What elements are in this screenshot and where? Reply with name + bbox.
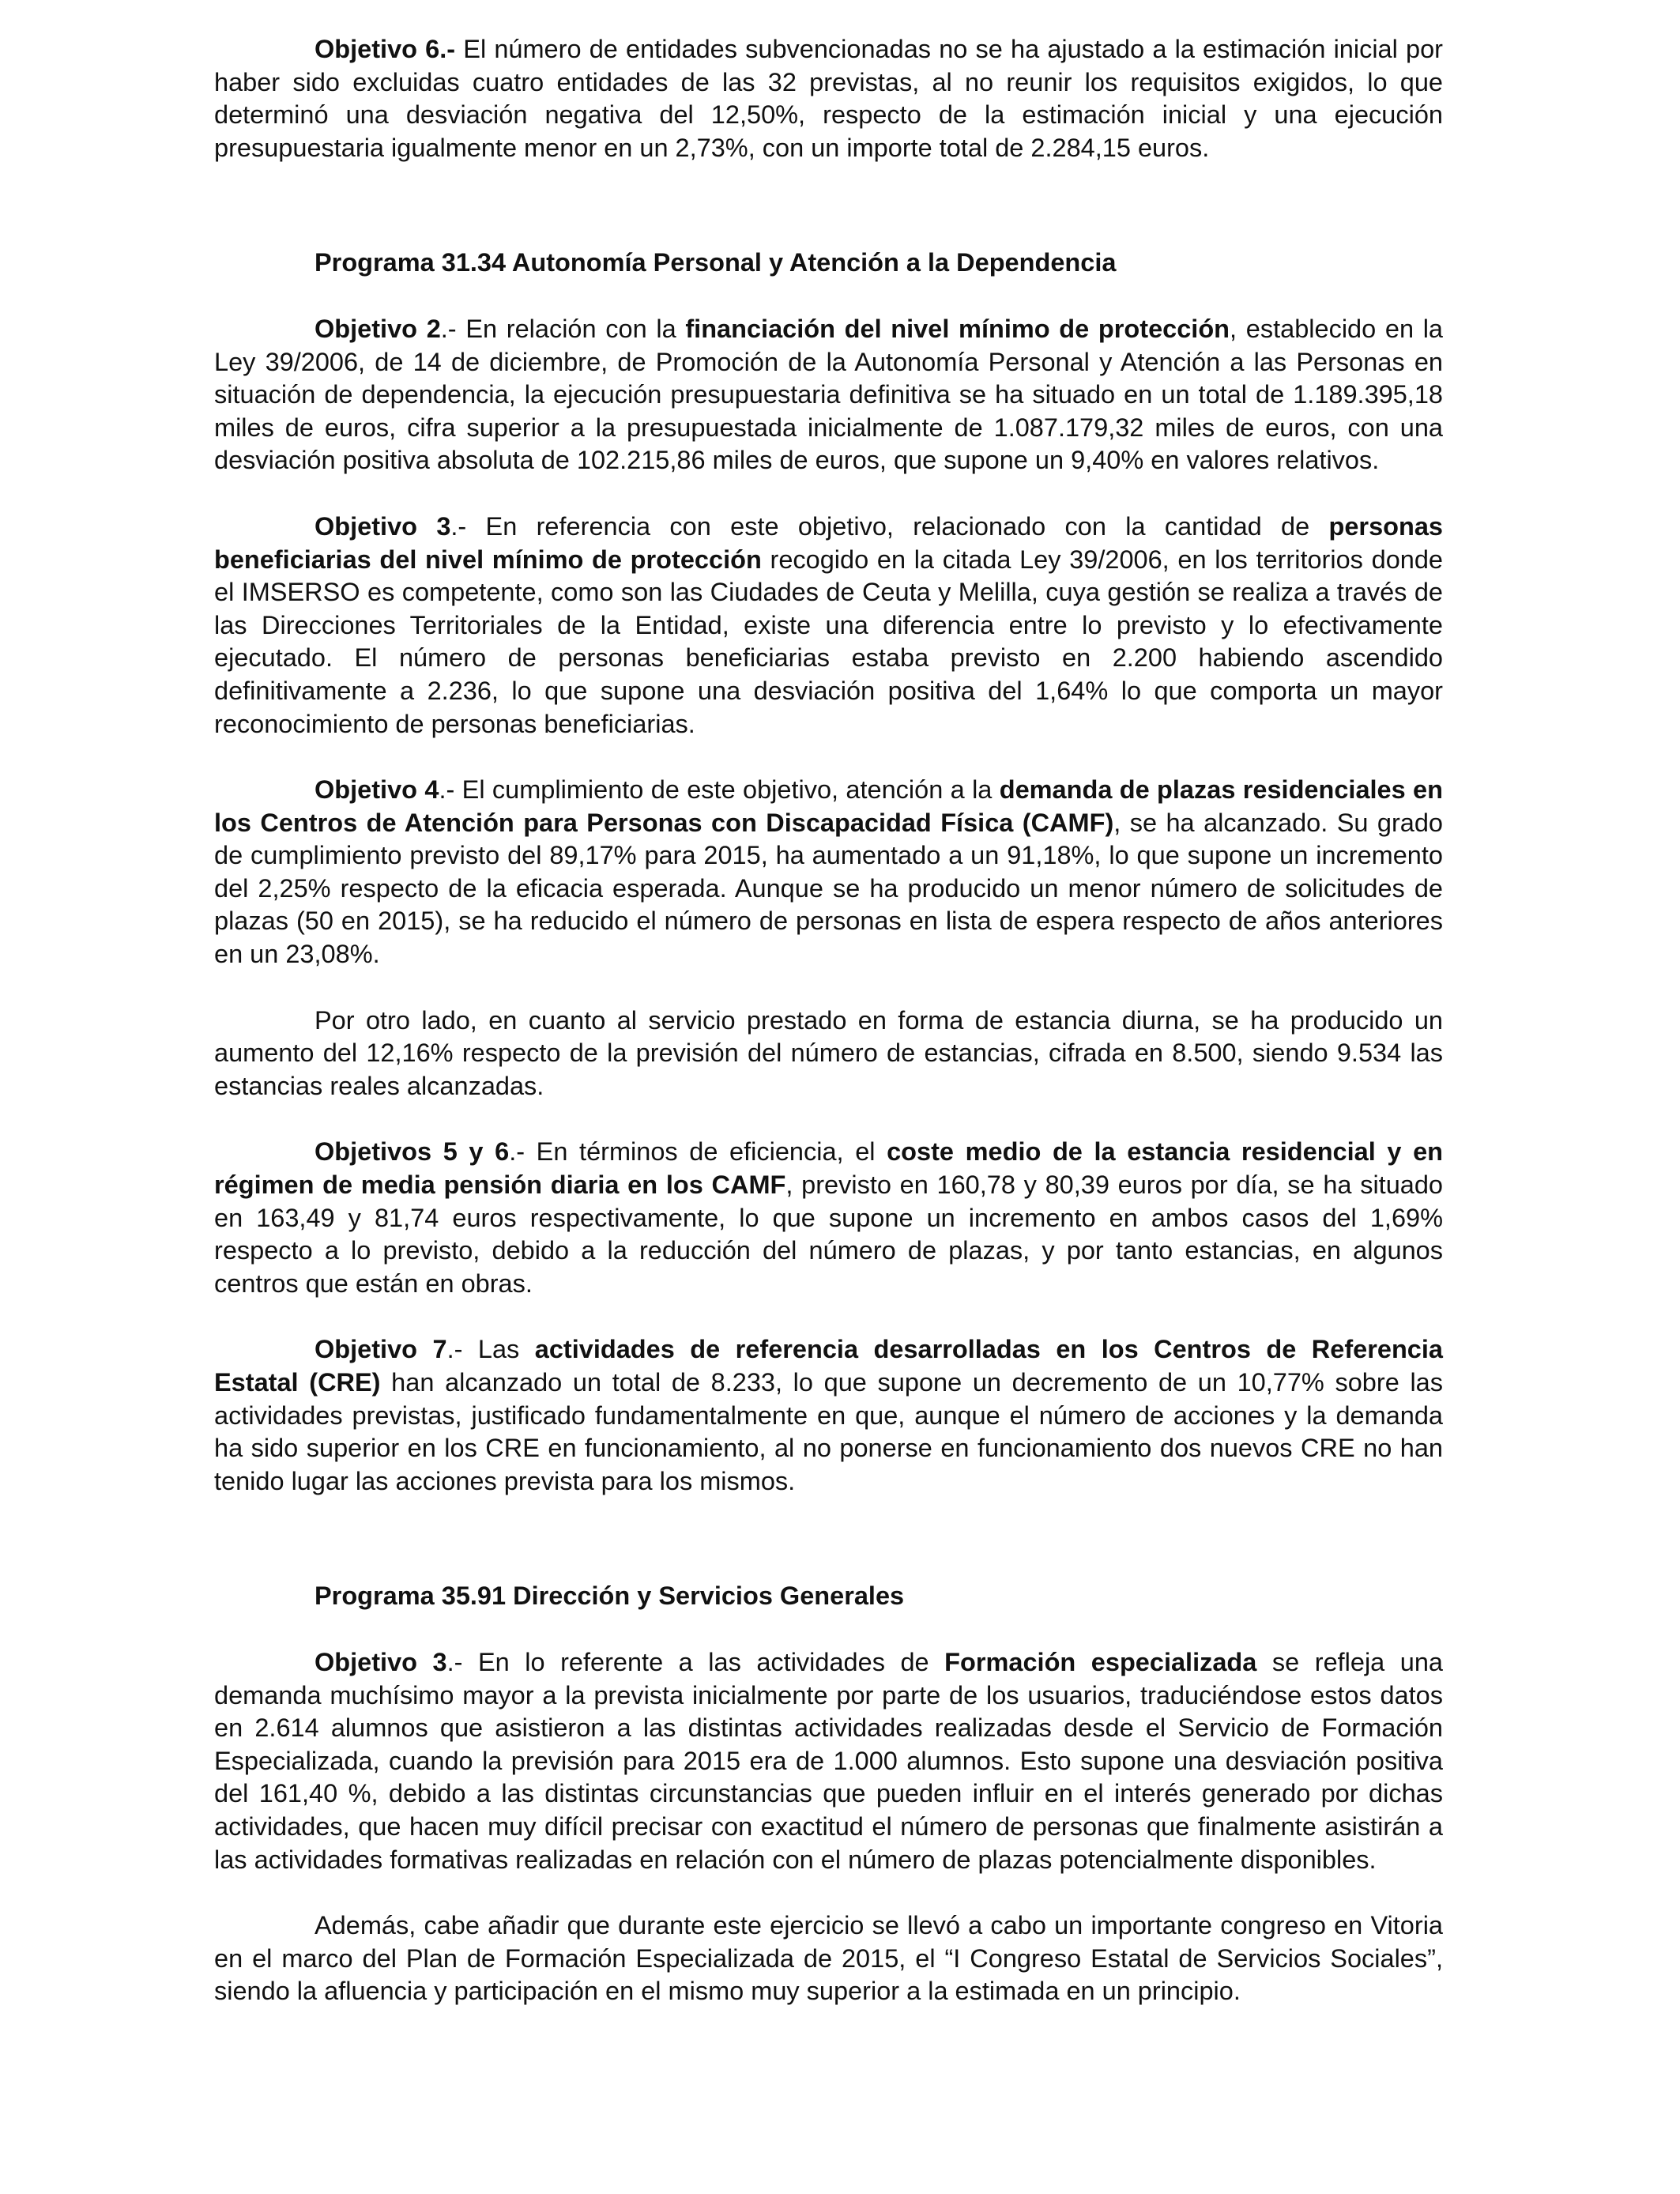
- section-heading-programa-3591: Programa 35.91 Dirección y Servicios Generales: [315, 1581, 905, 1611]
- paragraph-text: , establecido en la Ley 39/2006, de 14 de diciembre, de Promoción de la Autonomía Personal y Atención a las Personas en situación de dependencia, la ejecución presupuestaria definitiva se ha situado en un total de 1.189.395,18 miles de euros, cifra superior a la presupuestada inicialmente de 1.087.179,32 miles de euros, con una desviación positiva absoluta de 102.215,86 miles de euros, que supone un 9,40% en valores relativos.: [214, 314, 1444, 475]
- paragraph-objetivos-5-6: [214, 1136, 1443, 1300]
- paragraph-estancia-diurna: Por otro lado, en cuanto al servicio prestado en forma de estancia diurna, se ha producido un aumento del 12,16% respecto de la previsión del número de estancias, cifrada en 8.500, siendo 9.534 las estancias reales alcanzadas.: [214, 1005, 1443, 1100]
- objective-label: Objetivo 2: [315, 314, 441, 343]
- document-page: [214, 33, 1443, 2008]
- paragraph-text: recogido en la citada Ley 39/2006, en los territorios donde el IMSERSO es competente, como son las Ciudades de Ceuta y Melilla, cuya gestión se realiza a través de las Direcciones Territoriales de la Entidad, existe una diferencia entre lo previsto y lo efectivamente ejecutado. El número de personas beneficiarias estaba previsto en 2.200 habiendo ascendido definitivamente a 2.236, lo que supone una desviación positiva del 1,64% lo que comporta un mayor reconocimiento de personas beneficiarias.: [214, 545, 1443, 738]
- emphasis-text: actividades de referencia desarrolladas en los Centros de Referencia Estatal (CRE): [214, 1335, 1443, 1397]
- paragraph-objetivo-4: [214, 774, 1443, 971]
- objective-label: Objetivos 5 y 6: [315, 1137, 510, 1167]
- paragraph-text: se refleja una demanda muchísimo mayor a la prevista inicialmente por parte de los usuarios, traduciéndose estos datos en 2.614 alumnos que asistieron a las distintas actividades realizadas desde el Servicio de Formación Especializada, cuando la previsión para 2015 era de 1.000 alumnos. Esto supone una desviación positiva del 161,40 %, debido a las distintas circunstancias que pueden influir en el interés generado por dichas actividades, que hacen muy difícil precisar con exactitud el número de personas que finalmente asistirán a las actividades formativas realizadas en relación con el número de plazas potencialmente disponibles.: [214, 1647, 1444, 1874]
- paragraph-text: .- El cumplimiento de este objetivo, atención a la: [439, 775, 1000, 805]
- paragraph-objetivo-3-formacion: [214, 1646, 1443, 1876]
- paragraph-text: .- En lo referente a las actividades de: [446, 1647, 945, 1676]
- paragraph-objetivo-7: [214, 1333, 1443, 1498]
- paragraph-text: han alcanzado un total de 8.233, lo que supone un decremento de un 10,77% sobre las actividades previstas, justificado fundamentalmente en que, aunque el número de acciones y la demanda ha sido superior en los CRE en funcionamiento, al no ponerse en funcionamiento dos nuevos CRE no han tenido lugar las acciones prevista para los mismos.: [214, 1368, 1443, 1495]
- paragraph-objetivo-6: [214, 33, 1443, 164]
- section-heading-programa-3134: Programa 31.34 Autonomía Personal y Atención a la Dependencia: [315, 248, 1117, 277]
- emphasis-text: coste medio de la estancia residencial y en régimen de media pensión diaria en los CAMF: [214, 1137, 1443, 1200]
- paragraph-congreso: Además, cabe añadir que durante este ejercicio se llevó a cabo un importante congreso en Vitoria en el marco del Plan de Formación Especializada de 2015, el “I Congreso Estatal de Servicios Sociales”, siendo la afluencia y participación en el mismo muy superior a la estimada en un principio.: [214, 1911, 1443, 2006]
- paragraph-text: , se ha alcanzado. Su grado de cumplimiento previsto del 89,17% para 2015, ha aumentado a un 91,18%, lo que supone un incremento del 2,25% respecto de la eficacia esperada. Aunque se ha producido un menor número de solicitudes de plazas (50 en 2015), se ha reducido el número de personas en lista de espera respecto de años anteriores en un 23,08%.: [214, 808, 1443, 969]
- emphasis-text: Formación especializada: [944, 1647, 1257, 1676]
- paragraph-text: .- Las: [446, 1335, 535, 1364]
- objective-label: Objetivo 7: [315, 1335, 447, 1364]
- objective-label: Objetivo 6.-: [315, 35, 456, 63]
- paragraph-objetivo-3: [214, 511, 1443, 741]
- paragraph-text: El número de entidades subvencionadas no se ha ajustado a la estimación inicial por haber sido excluidas cuatro entidades de las 32 previstas, al no reunir los requisitos exigidos, lo que determinó una desviación negativa del 12,50%, respecto de la estimación inicial y una ejecución presupuestaria igualmente menor en un 2,73%, con un importe total de 2.284,15 euros.: [214, 35, 1443, 162]
- paragraph-text: .- En relación con la: [440, 314, 686, 343]
- paragraph-text: .- En referencia con este objetivo, relacionado con la cantidad de: [450, 511, 1329, 541]
- emphasis-text: personas beneficiarias del nivel mínimo de protección: [214, 511, 1444, 574]
- emphasis-text: demanda de plazas residenciales en los Centros de Atención para Personas con Discapacidad Física (CAMF): [214, 775, 1443, 837]
- objective-label: Objetivo 3: [315, 1647, 447, 1676]
- objective-label: Objetivo 4: [315, 775, 439, 805]
- paragraph-text: , previsto en 160,78 y 80,39 euros por día, se ha situado en 163,49 y 81,74 euros respectivamente, lo que supone un incremento en ambos casos del 1,69% respecto a lo previsto, debido a la reducción del número de plazas, y por tanto estancias, en algunos centros que están en obras.: [214, 1171, 1443, 1298]
- paragraph-objetivo-2: [214, 313, 1443, 477]
- paragraph-text: .- En términos de eficiencia, el: [509, 1137, 887, 1167]
- emphasis-text: financiación del nivel mínimo de protección: [685, 314, 1230, 343]
- objective-label: Objetivo 3: [315, 511, 451, 541]
